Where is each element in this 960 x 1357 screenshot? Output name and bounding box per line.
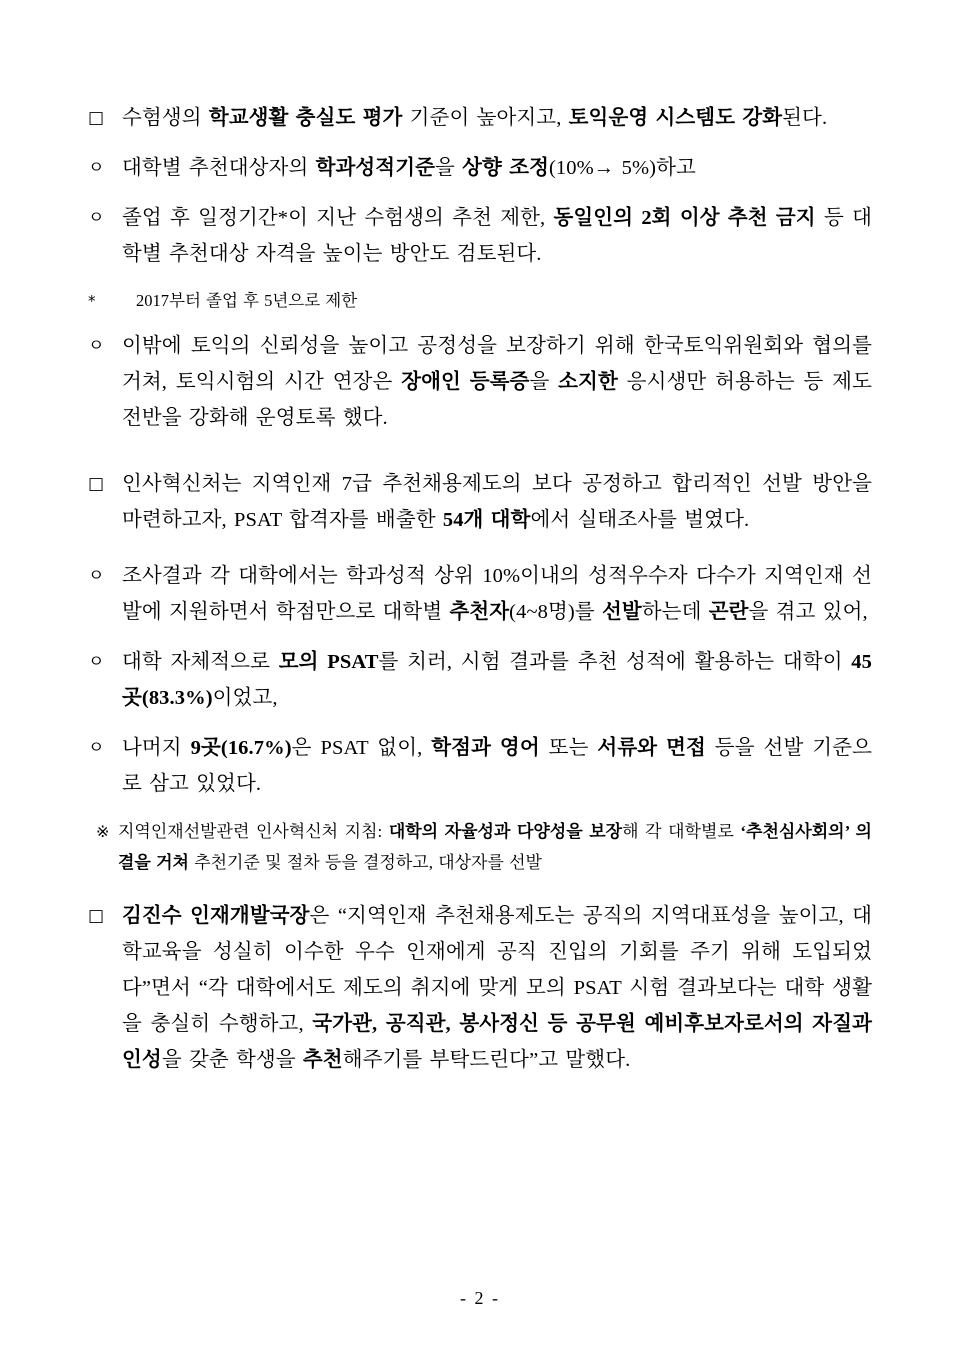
plain-text: 은 “지역인재 추천채용제도는 공직의 지역대표성을 높이고, 대학교육을 성실히 이수한 우수 인재에게 공직 진입의 기회를 주기 위해 도입되었다”면서 “각 대학에서도 제도의 취지에 맞게 모의 PSAT 시험 결과보다는 대학 생활을 충실히 수행하고, xyxy=(122,905,872,1035)
plain-text: 해주기를 부탁드린다”고 말했다. xyxy=(342,1049,631,1071)
emphasis-text: 9곳(16.7%) xyxy=(190,737,292,759)
plain-text: 해 각 대학별로 xyxy=(622,822,741,841)
plain-text: 를 치러, 시험 결과를 추천 성적에 활용하는 대학이 xyxy=(378,651,852,673)
emphasis-text: ‘추천심사회의’ 의결을 거쳐 xyxy=(118,822,872,872)
paragraph-row xyxy=(88,730,872,802)
plain-text: 을 xyxy=(435,157,463,179)
plain-text: 나머지 xyxy=(122,737,191,759)
plain-text: 이밖에 토익의 신뢰성을 높이고 공정성을 보장하기 위해 한국토익위원회와 협의를 거쳐, 토익시험의 시간 연장은 xyxy=(122,335,872,393)
plain-text: 수험생의 xyxy=(122,107,209,129)
bullet-square-icon: □ xyxy=(88,906,105,926)
paragraph-text xyxy=(122,200,872,272)
plain-text: 을 겪고 있어, xyxy=(748,601,868,623)
paragraph-text xyxy=(122,644,872,716)
paragraph-row xyxy=(88,466,872,538)
reference-text xyxy=(118,816,872,878)
plain-text: 하는데 xyxy=(641,601,709,623)
reference-row xyxy=(88,816,872,878)
plain-text: 등을 선발 기준으로 삼고 있었다. xyxy=(122,737,873,795)
emphasis-text: 상향 조정 xyxy=(462,157,549,179)
bullet-circle-icon: ㅇ xyxy=(88,652,105,672)
plain-text: 등 대학별 추천대상 자격을 높이는 방안도 검토된다. xyxy=(122,207,872,265)
plain-text: 응시생만 허용하는 등 제도 전반을 강화해 운영토록 했다. xyxy=(122,371,872,429)
bullet-circle-icon: ㅇ xyxy=(88,208,105,228)
paragraph-text xyxy=(122,150,872,186)
emphasis-text: 학점과 영어 xyxy=(431,737,540,759)
plain-text: 된다. xyxy=(782,107,828,129)
bullet-asterisk-icon: * xyxy=(88,292,96,310)
paragraph-row xyxy=(88,150,872,186)
plain-text: 지역인재선발관련 인사혁신처 지침: xyxy=(118,822,389,841)
paragraph-text xyxy=(122,558,872,630)
paragraph-row xyxy=(88,644,872,716)
bullet-circle-icon: ㅇ xyxy=(88,566,105,586)
paragraph-text xyxy=(122,466,872,538)
bullet-square-icon: □ xyxy=(88,474,105,494)
emphasis-text: 학과성적기준 xyxy=(315,157,435,179)
emphasis-text: 모의 PSAT xyxy=(278,651,379,673)
paragraph-text xyxy=(122,100,872,136)
emphasis-text: 소지한 xyxy=(558,371,618,393)
paragraph-row xyxy=(88,558,872,630)
paragraph-text xyxy=(122,730,872,802)
bullet-square-icon: □ xyxy=(88,108,105,128)
emphasis-text: 장애인 등록증 xyxy=(401,371,530,393)
emphasis-text: 국가관, 공직관, 봉사정신 등 공무원 예비후보자로서의 자질과 인성 xyxy=(122,1013,873,1071)
plain-text: (10%→ 5%)하고 xyxy=(548,157,696,179)
plain-text: 대학 자체적으로 xyxy=(122,651,279,673)
paragraph-row xyxy=(88,328,872,436)
plain-text: 추천기준 및 절차 등을 결정하고, 대상자를 선발 xyxy=(188,853,542,872)
bullet-circle-icon: ㅇ xyxy=(88,738,105,758)
plain-text: 은 PSAT 없이, xyxy=(291,737,432,759)
plain-text: 인사혁신처는 지역인재 7급 추천채용제도의 보다 공정하고 합리적인 선발 방안을 마련하고자, PSAT 합격자를 배출한 xyxy=(122,473,872,531)
emphasis-text: 곤란 xyxy=(708,601,749,623)
emphasis-text: 선발 xyxy=(601,601,642,623)
emphasis-text: 동일인의 2회 이상 추천 금지 xyxy=(553,207,816,229)
page-number: - 2 - xyxy=(460,1288,500,1308)
plain-text: 이었고, xyxy=(212,687,278,709)
paragraph-row xyxy=(88,898,872,1078)
emphasis-text: 학교생활 충실도 평가 xyxy=(208,107,403,129)
emphasis-text: 54개 대학 xyxy=(442,509,531,531)
plain-text: 대학별 추천대상자의 xyxy=(122,157,316,179)
emphasis-text: 서류와 면접 xyxy=(597,737,706,759)
plain-text: 을 xyxy=(529,371,559,393)
plain-text: (4~8명)를 xyxy=(509,601,602,623)
document-body xyxy=(88,100,872,1078)
emphasis-text: 김진수 인재개발국장 xyxy=(122,905,310,927)
plain-text: 을 갖춘 학생을 xyxy=(161,1049,303,1071)
paragraph-text xyxy=(122,898,872,1078)
paragraph-spacer xyxy=(88,450,872,466)
plain-text: 또는 xyxy=(539,737,598,759)
emphasis-text: 추천자 xyxy=(449,601,510,623)
emphasis-text: 45곳(83.3%) xyxy=(122,651,872,709)
bullet-reference-icon: ※ xyxy=(96,822,110,841)
paragraph-text xyxy=(122,328,872,436)
plain-text: 조사결과 각 대학에서는 학과성적 상위 10%이내의 성적우수자 다수가 지역인재 선발에 지원하면서 학점만으로 대학별 xyxy=(122,565,872,623)
emphasis-text: 추천 xyxy=(302,1049,343,1071)
plain-text: 기준이 높아지고, xyxy=(402,107,569,129)
emphasis-text: 토익운영 시스템도 강화 xyxy=(568,107,783,129)
bullet-circle-icon: ㅇ xyxy=(88,336,105,356)
plain-text: 졸업 후 일정기간*이 지난 수험생의 추천 제한, xyxy=(122,207,554,229)
paragraph-row xyxy=(88,100,872,136)
plain-text: 2017부터 졸업 후 5년으로 제한 xyxy=(136,291,358,310)
footnote-text xyxy=(122,286,872,316)
bullet-circle-icon: ㅇ xyxy=(88,158,105,178)
emphasis-text: 대학의 자율성과 다양성을 보장 xyxy=(388,822,623,841)
plain-text: 에서 실태조사를 벌였다. xyxy=(530,509,750,531)
footnote-row xyxy=(88,286,872,316)
paragraph-row xyxy=(88,200,872,272)
